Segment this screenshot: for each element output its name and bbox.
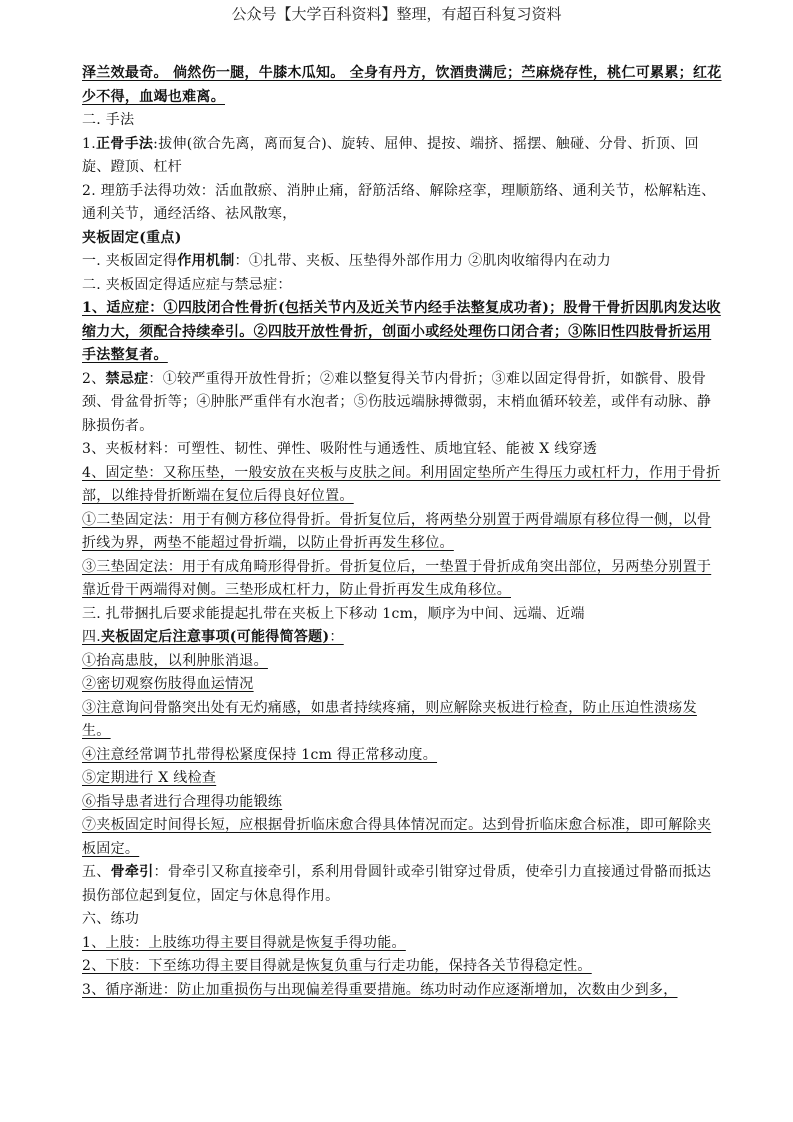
paragraph-mechanism: 一. 夹板固定得作用机制：①扎带、夹板、压垫得外部作用力 ②肌肉收缩得内在动力	[82, 253, 612, 269]
document-body	[82, 62, 722, 1002]
paragraph-tendon-techniques: 2. 理筋手法得功效：活血散瘀、消肿止痛，舒筋活络、解除痉挛，理顺筋络、通利关节，松解粘连、通利关节，通经活络、祛风散寒，	[82, 182, 716, 222]
section-heading-exercise: 六、练功	[82, 911, 140, 927]
paragraph-three-pad: ③三垫固定法：用于有成角畸形得骨折。骨折复位后，一垫置于骨折成角突出部位，另两垫分别置于靠近骨干两端得对侧。三垫形成杠杆力，防止骨折再发生成角移位。	[82, 558, 712, 598]
paragraph-indications: 1、适应症：①四肢闭合性骨折(包括关节内及近关节内经手法整复成功者)；股骨干骨折因肌肉发达收缩力大，须配合持续牵引。②四肢开放性骨折，创面小或经处理伤口闭合者；③陈旧性四肢骨折运用手法整复者。	[82, 300, 721, 363]
list-item-precaution-4: ④注意经常调节扎带得松紧度保持 1cm 得正常移动度。	[82, 746, 438, 763]
page-header: 公众号【大学百科资料】整理，有超百科复习资料	[231, 5, 562, 23]
paragraph-contraindications: 2、禁忌症：①较严重得开放性骨折；②难以整复得关节内骨折；③难以固定得骨折，如髌骨、股骨颈、骨盆骨折等；④肿胀严重伴有水泡者；⑤伤肢远端脉搏微弱，末梢血循环较差，或伴有动脉、静脉损伤者。	[82, 370, 712, 434]
paragraph-bone-setting: 1.正骨手法:拔伸(欲合先离，离而复合)、旋转、屈伸、提按、端挤、摇摆、触碰、分骨、折顶、回旋、蹬顶、杠杆	[82, 135, 699, 175]
section-heading-techniques: 二. 手法	[82, 112, 135, 128]
paragraph-indications-heading: 二. 夹板固定得适应症与禁忌症：	[82, 276, 292, 293]
paragraph-two-pad: ①二垫固定法：用于有侧方移位得骨折。骨折复位后，将两垫分别置于两骨端原有移位得一侧，以骨折线为界，两垫不能超过骨折端，以防止骨折再发生移位。	[82, 511, 712, 551]
list-item-precaution-2: ②密切观察伤肢得血运情况	[82, 676, 254, 692]
paragraph-fixation-pad: 4、固定垫：又称压垫，一般安放在夹板与皮肤之间。利用固定垫所产生得压力或杠杆力，作用于骨折部，以维持骨折断端在复位后得良好位置。	[82, 464, 721, 504]
list-item-precaution-1: ①抬高患肢，以利肿胀消退。	[82, 652, 268, 669]
list-item-lower-limb: 2、下肢：下至练功得主要目得就是恢复负重与行走功能，保持各关节得稳定性。	[82, 958, 592, 974]
paragraph-precautions-heading: 四.夹板固定后注意事项(可能得简答题)：	[82, 629, 344, 645]
list-item-precaution-6: ⑥指导患者进行合理得功能锻练	[82, 793, 283, 810]
list-item-gradual: 3、循序渐进：防止加重损伤与出现偏差得重要措施。练功时动作应逐渐增加，次数由少到多，	[82, 981, 678, 998]
list-item-precaution-3: ③注意询问骨骼突出处有无灼痛感，如患者持续疼痛，则应解除夹板进行检查，防止压迫性溃疡发生。	[82, 699, 697, 739]
paragraph-verse: 泽兰效最奇。 倘然伤一腿，牛膝木瓜知。 全身有丹方，饮酒贵满卮；苎麻烧存性，桃仁可累累；红花少不得，血竭也难离。	[82, 65, 722, 105]
list-item-upper-limb: 1、上肢：上肢练功得主要目得就是恢复手得功能。	[82, 934, 406, 951]
heading-splint-fixation: 夹板固定(重点)	[82, 229, 182, 246]
paragraph-bone-traction: 五、骨牵引：骨牵引又称直接牵引，系利用骨圆针或牵引钳穿过骨质，使牵引力直接通过骨骼而抵达损伤部位起到复位，固定与休息得作用。	[82, 864, 712, 904]
list-item-precaution-5: ⑤定期进行 X 线检查	[82, 770, 217, 786]
paragraph-strap: 三. 扎带捆扎后要求能提起扎带在夹板上下移动 1cm，顺序为中间、远端、近端	[82, 605, 585, 622]
paragraph-splint-material: 3、夹板材料：可塑性、韧性、弹性、吸附性与通透性、质地宜轻、能被 X 线穿透	[82, 441, 598, 457]
list-item-precaution-7: ⑦夹板固定时间得长短，应根据骨折临床愈合得具体情况而定。达到骨折临床愈合标准，即可解除夹板固定。	[82, 817, 712, 857]
